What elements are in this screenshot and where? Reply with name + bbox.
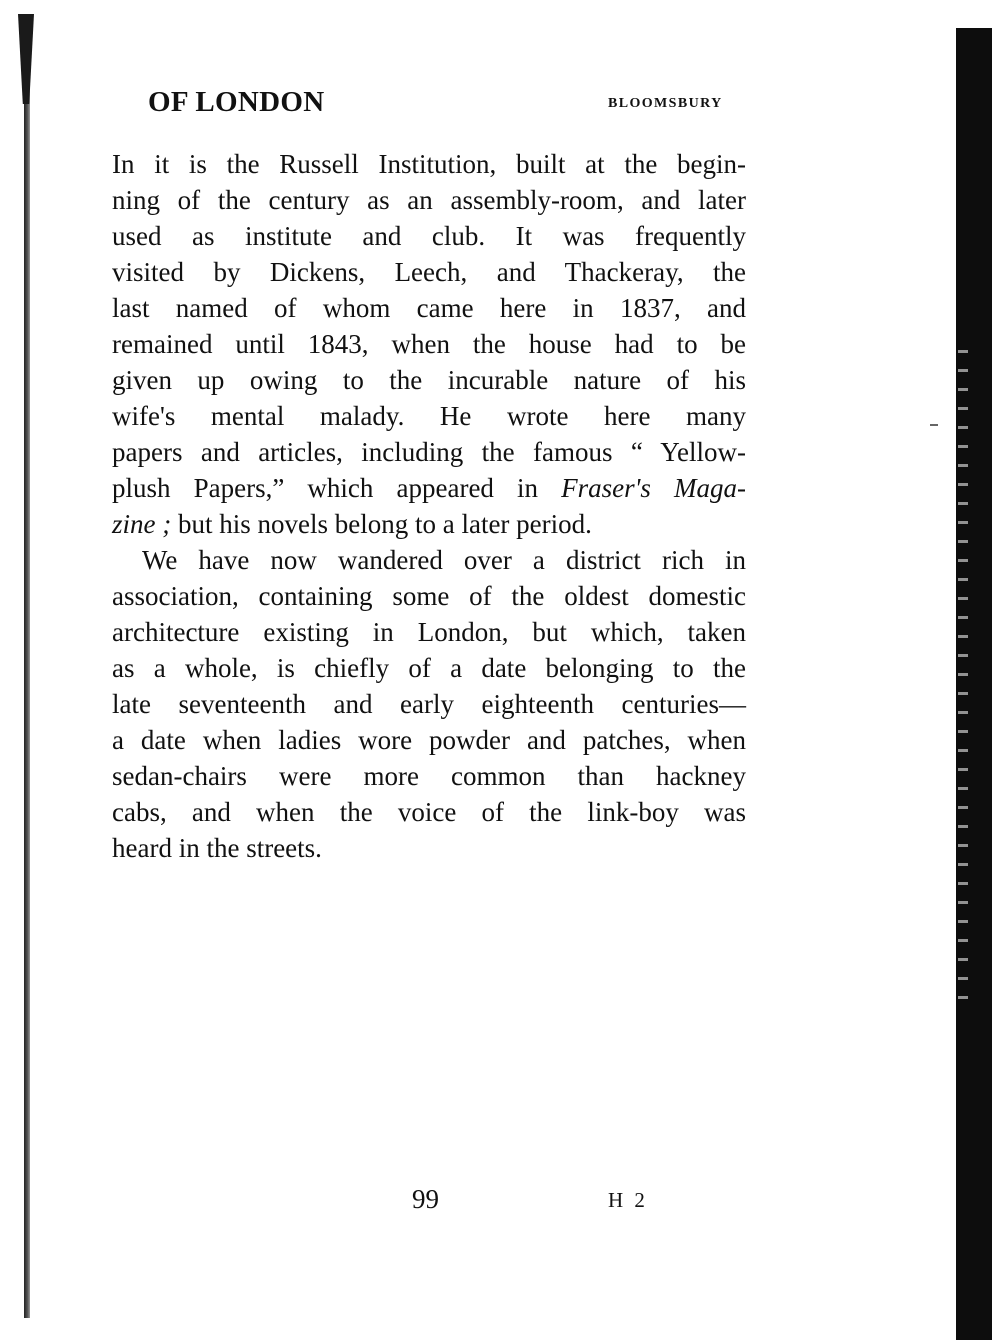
text-line: late seventeenth and early eighteenth centuries—: [112, 689, 746, 719]
text-line: architecture existing in London, but which, taken: [112, 617, 746, 647]
text-line: [112, 506, 746, 542]
right-edge-speckles: [958, 350, 968, 1000]
text-line: association, containing some of the oldest domestic: [112, 581, 746, 611]
italic-title: Fraser's Maga-: [561, 473, 747, 503]
text-line: papers and articles, including the famous “ Yellow-: [112, 437, 746, 467]
running-head-right: BLOOMSBURY: [608, 96, 723, 111]
text-line: used as institute and club. It was frequently: [112, 221, 746, 251]
left-page-edge: [24, 18, 30, 1318]
stray-mark: [930, 424, 938, 426]
text-line: a date when ladies wore powder and patches, when: [112, 725, 746, 755]
text-line: visited by Dickens, Leech, and Thackeray, the: [112, 257, 746, 287]
text-line: We have now wandered over a district rich in: [142, 545, 746, 575]
signature-mark: H 2: [608, 1188, 648, 1212]
text-line: given up owing to the incurable nature of his: [112, 365, 746, 395]
paragraph-2: [112, 542, 746, 866]
text-line: last named of whom came here in 1837, and: [112, 293, 746, 323]
text-line: as a whole, is chiefly of a date belonging to the: [112, 653, 746, 683]
text-line: cabs, and when the voice of the link-boy was: [112, 797, 746, 827]
text-segment: but his novels belong to a later period.: [171, 509, 592, 539]
left-edge-smudge: [18, 14, 34, 104]
page-number: 99: [412, 1184, 439, 1214]
italic-title: zine ;: [112, 509, 172, 539]
text-line: wife's mental malady. He wrote here many: [112, 401, 746, 431]
running-head-left: OF LONDON: [148, 86, 325, 118]
text-line: [112, 470, 746, 506]
text-line: In it is the Russell Institution, built at the begin-: [112, 149, 746, 179]
paragraph-1: [112, 146, 746, 542]
body-text: [112, 146, 746, 866]
text-line: remained until 1843, when the house had to be: [112, 329, 746, 359]
text-segment: plush Papers,” which appeared in: [112, 473, 562, 503]
text-line: heard in the streets.: [112, 833, 322, 863]
text-line: ning of the century as an assembly-room, and later: [112, 185, 746, 215]
text-line: sedan-chairs were more common than hackney: [112, 761, 746, 791]
